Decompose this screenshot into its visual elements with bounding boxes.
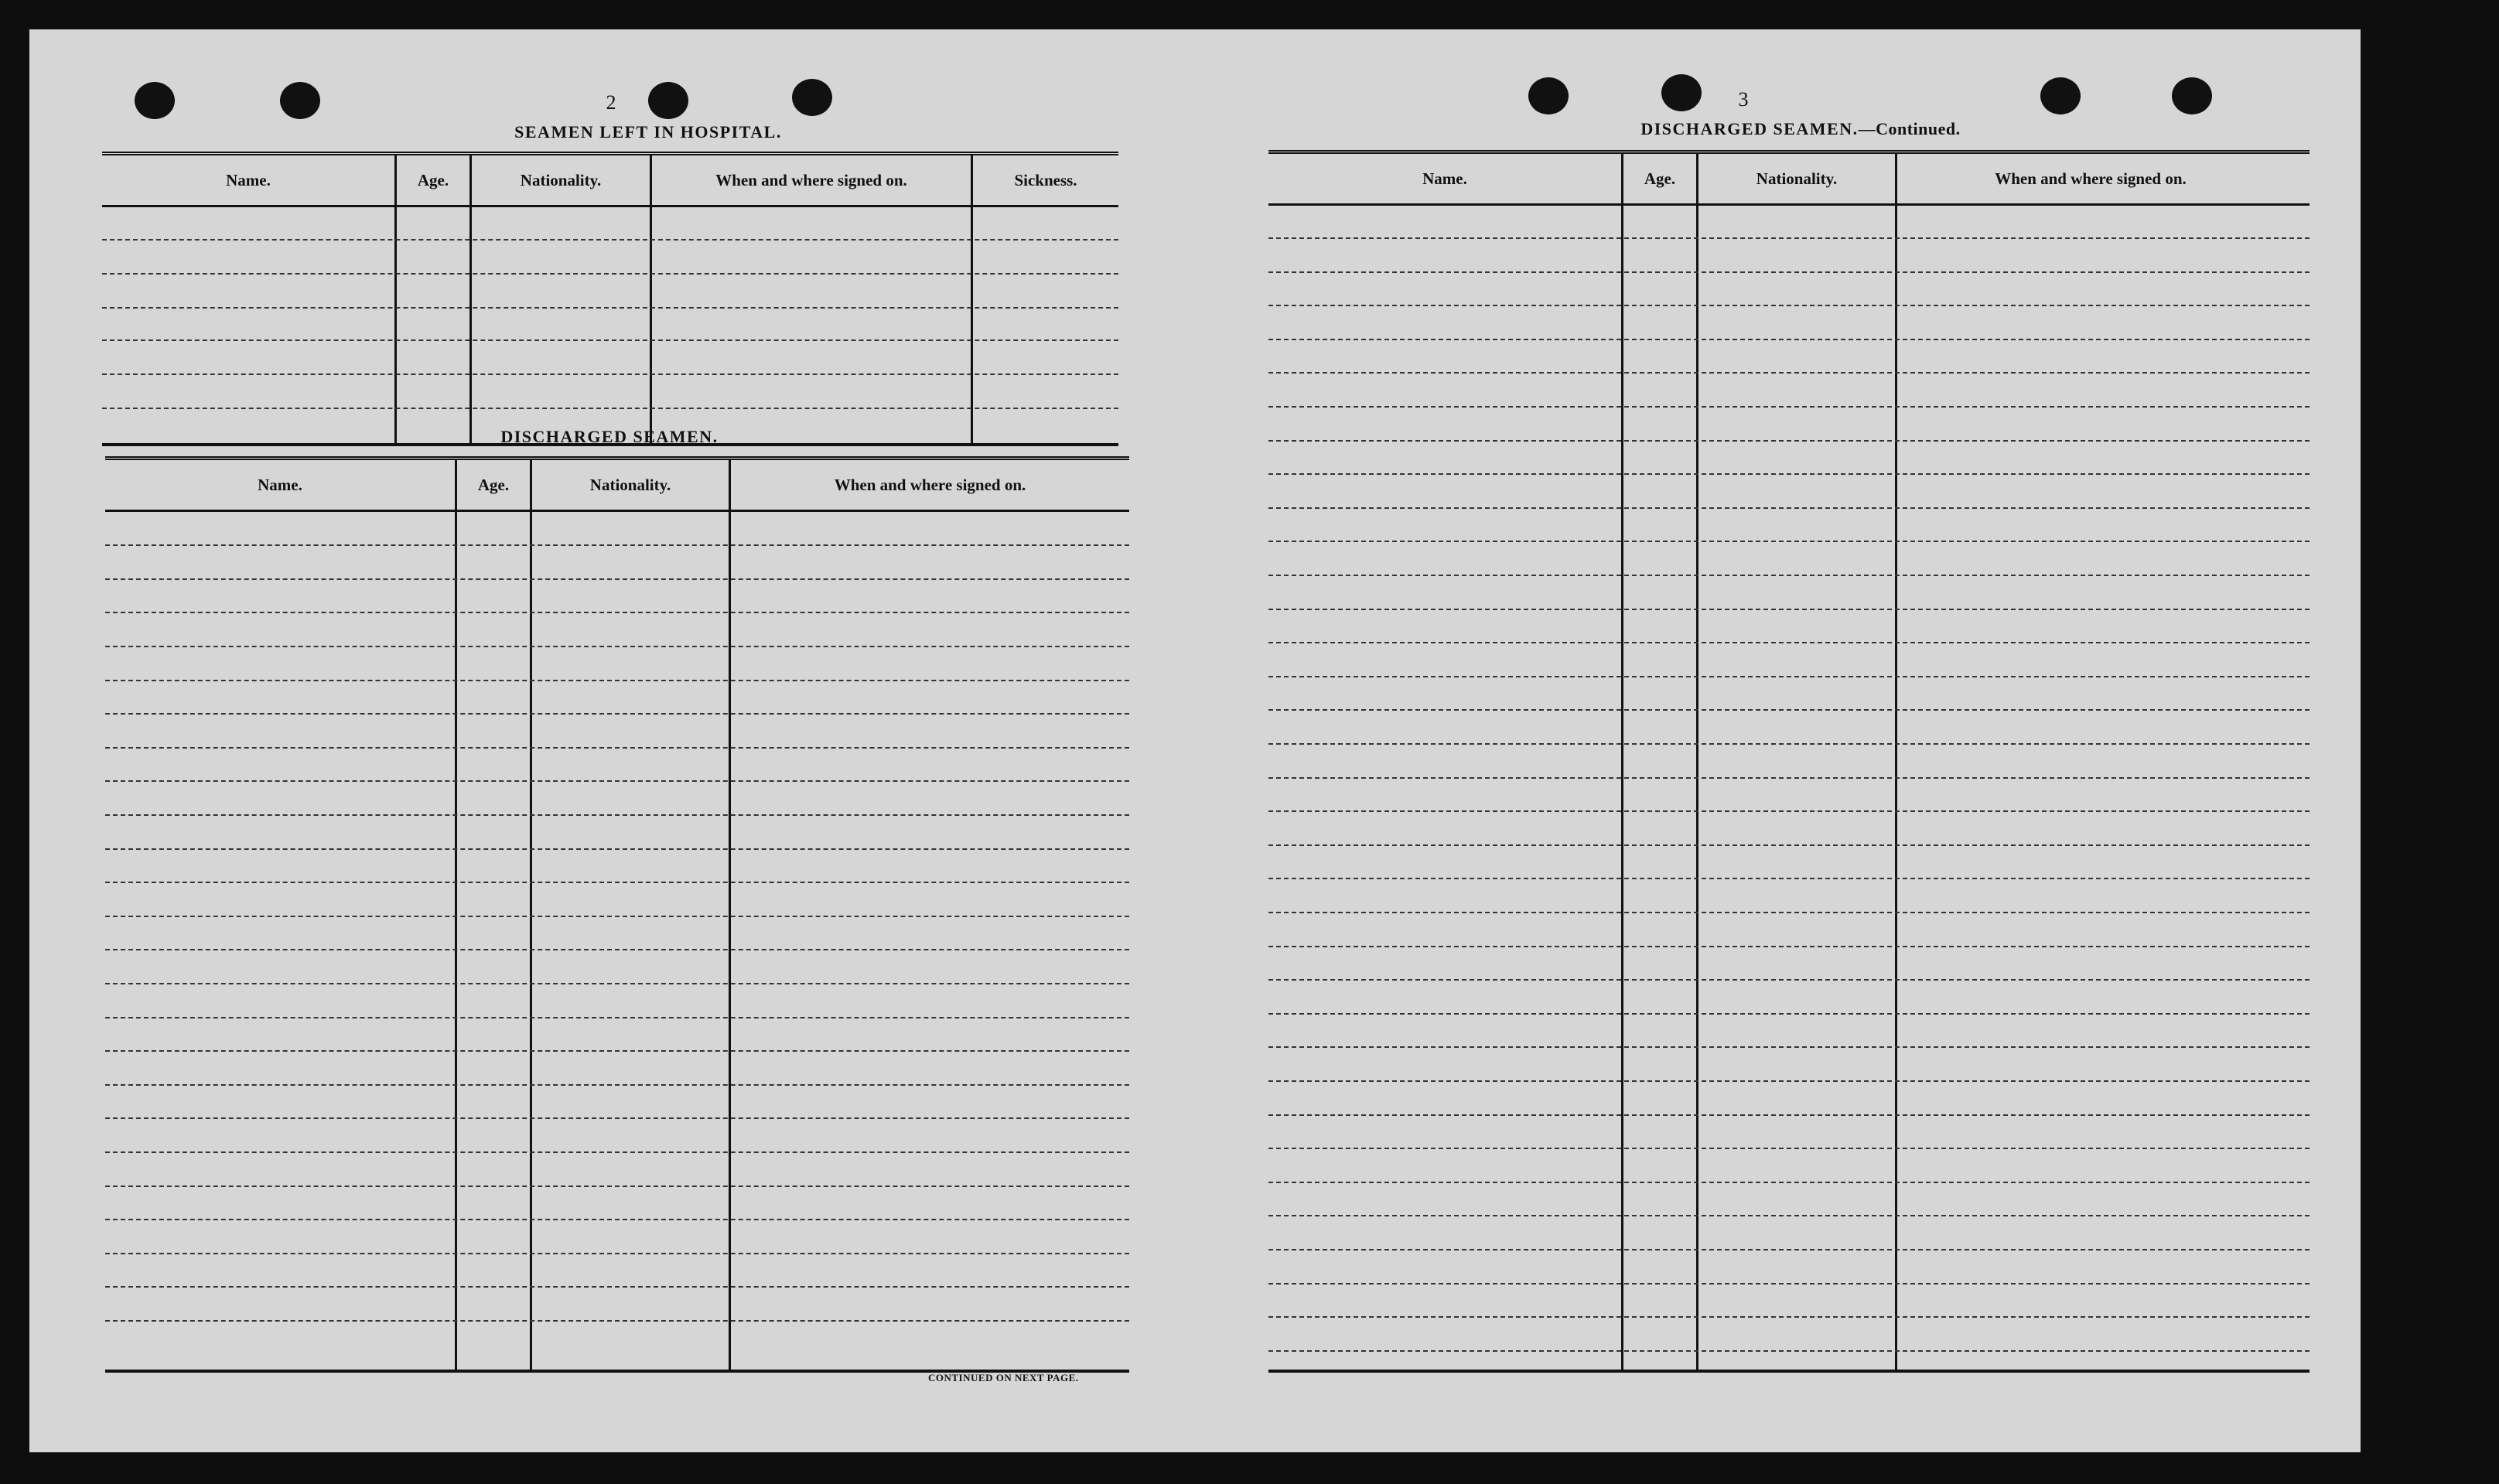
- discharged-table-header: [105, 460, 1129, 512]
- punch-hole: [135, 82, 175, 119]
- ruled-line: [1268, 271, 2310, 273]
- column-header-signed-on: When and where signed on.: [715, 170, 907, 189]
- ruled-line: [105, 680, 1129, 681]
- hospital-table-header: [102, 155, 1118, 207]
- ruled-line: [105, 916, 1129, 917]
- column-divider: [394, 155, 397, 445]
- hospital-table: [102, 152, 1118, 445]
- ruled-line: [102, 273, 1118, 275]
- ruled-line: [1268, 507, 2310, 509]
- ruled-line: [1268, 946, 2310, 947]
- ruled-line: [102, 408, 1118, 409]
- ruled-line: [1268, 406, 2310, 408]
- ruled-line: [1268, 1046, 2310, 1048]
- ruled-line: [105, 612, 1129, 613]
- ruled-line: [1268, 1316, 2310, 1318]
- column-divider: [971, 155, 973, 445]
- ruled-line: [1268, 473, 2310, 475]
- ruled-line: [105, 848, 1129, 850]
- column-header-age: Age.: [417, 170, 449, 189]
- column-header-nationality: Nationality.: [589, 475, 671, 494]
- document-sheet: [29, 29, 2361, 1452]
- ruled-line: [105, 544, 1129, 546]
- ruled-line: [105, 1286, 1129, 1288]
- column-divider: [469, 155, 472, 445]
- ruled-line: [1268, 440, 2310, 442]
- ruled-line: [1268, 1114, 2310, 1116]
- ruled-line: [102, 374, 1118, 375]
- discharged-continued-title: [1530, 119, 2071, 139]
- column-divider: [1895, 154, 1897, 1372]
- column-header-nationality: Nationality.: [520, 170, 602, 189]
- ruled-line: [105, 1185, 1129, 1187]
- ruled-line: [102, 339, 1118, 341]
- ruled-line: [1268, 1283, 2310, 1284]
- table-bottom-rule: [1268, 1370, 2310, 1373]
- ruled-line: [105, 578, 1129, 580]
- ruled-line: [1268, 575, 2310, 576]
- punch-hole: [280, 82, 320, 119]
- discharged-continued-table-header: [1268, 154, 2310, 206]
- ruled-line: [105, 882, 1129, 883]
- ruled-line: [1268, 339, 2310, 340]
- ruled-line: [1268, 676, 2310, 677]
- ruled-line: [1268, 777, 2310, 779]
- ruled-line: [1268, 1350, 2310, 1352]
- column-divider: [1696, 154, 1698, 1372]
- ruled-line: [105, 1151, 1129, 1153]
- ruled-line: [1268, 1013, 2310, 1015]
- punch-hole: [1528, 77, 1569, 114]
- ruled-line: [105, 1320, 1129, 1322]
- ruled-line: [1268, 810, 2310, 812]
- page-number-left: 2: [606, 91, 616, 114]
- ruled-line: [1268, 912, 2310, 913]
- column-divider: [1621, 154, 1623, 1372]
- ruled-line: [1268, 1249, 2310, 1250]
- ruled-line: [102, 307, 1118, 309]
- ruled-line: [105, 1117, 1129, 1119]
- ruled-line: [105, 1050, 1129, 1052]
- ruled-line: [105, 1017, 1129, 1018]
- ruled-line: [105, 780, 1129, 782]
- punch-hole: [792, 79, 832, 116]
- punch-hole: [648, 82, 688, 119]
- ruled-line: [1268, 844, 2310, 846]
- ruled-line: [1268, 372, 2310, 374]
- punch-hole: [2040, 77, 2081, 114]
- ruled-line: [1268, 609, 2310, 610]
- punch-hole: [2172, 77, 2212, 114]
- punch-hole: [1661, 74, 1702, 111]
- ruled-line: [105, 747, 1129, 749]
- ruled-line: [1268, 642, 2310, 643]
- ruled-line: [1268, 709, 2310, 711]
- ruled-line: [1268, 1215, 2310, 1216]
- column-header-name: Name.: [1422, 169, 1467, 188]
- ruled-line: [1268, 743, 2310, 745]
- column-header-signed-on: When and where signed on.: [834, 475, 1026, 494]
- column-header-age: Age.: [1644, 169, 1676, 188]
- ruled-line: [1268, 878, 2310, 879]
- discharged-continued-table: [1268, 150, 2310, 1372]
- ruled-line: [1268, 305, 2310, 306]
- ruled-line: [105, 949, 1129, 950]
- discharged-continued-title-suffix: —Continued.: [1858, 119, 1961, 138]
- column-header-name: Name.: [226, 170, 271, 189]
- column-header-age: Age.: [477, 475, 510, 494]
- column-header-signed-on: When and where signed on.: [1995, 169, 2187, 188]
- ruled-line: [1268, 1080, 2310, 1082]
- ruled-line: [102, 239, 1118, 241]
- column-header-name: Name.: [258, 475, 302, 494]
- ruled-line: [1268, 541, 2310, 542]
- discharged-table: [105, 456, 1129, 1372]
- ruled-line: [105, 646, 1129, 647]
- column-header-sickness: Sickness.: [1014, 170, 1077, 189]
- ruled-line: [105, 1084, 1129, 1086]
- column-divider: [650, 155, 652, 445]
- ruled-line: [105, 1219, 1129, 1220]
- ruled-line: [1268, 1182, 2310, 1183]
- continued-note: CONTINUED ON NEXT PAGE.: [928, 1372, 1079, 1383]
- ruled-line: [105, 1253, 1129, 1254]
- ruled-line: [105, 713, 1129, 715]
- discharged-continued-title-main: DISCHARGED SEAMEN.: [1640, 119, 1859, 138]
- ruled-line: [1268, 237, 2310, 239]
- ruled-line: [105, 814, 1129, 816]
- page-number-right: 3: [1738, 88, 1749, 111]
- ruled-line: [1268, 1148, 2310, 1149]
- hospital-section-title: SEAMEN LEFT IN HOSPITAL.: [514, 122, 782, 142]
- ruled-line: [1268, 979, 2310, 981]
- column-header-nationality: Nationality.: [1756, 169, 1838, 188]
- ruled-line: [105, 983, 1129, 984]
- discharged-section-title: DISCHARGED SEAMEN.: [500, 427, 719, 446]
